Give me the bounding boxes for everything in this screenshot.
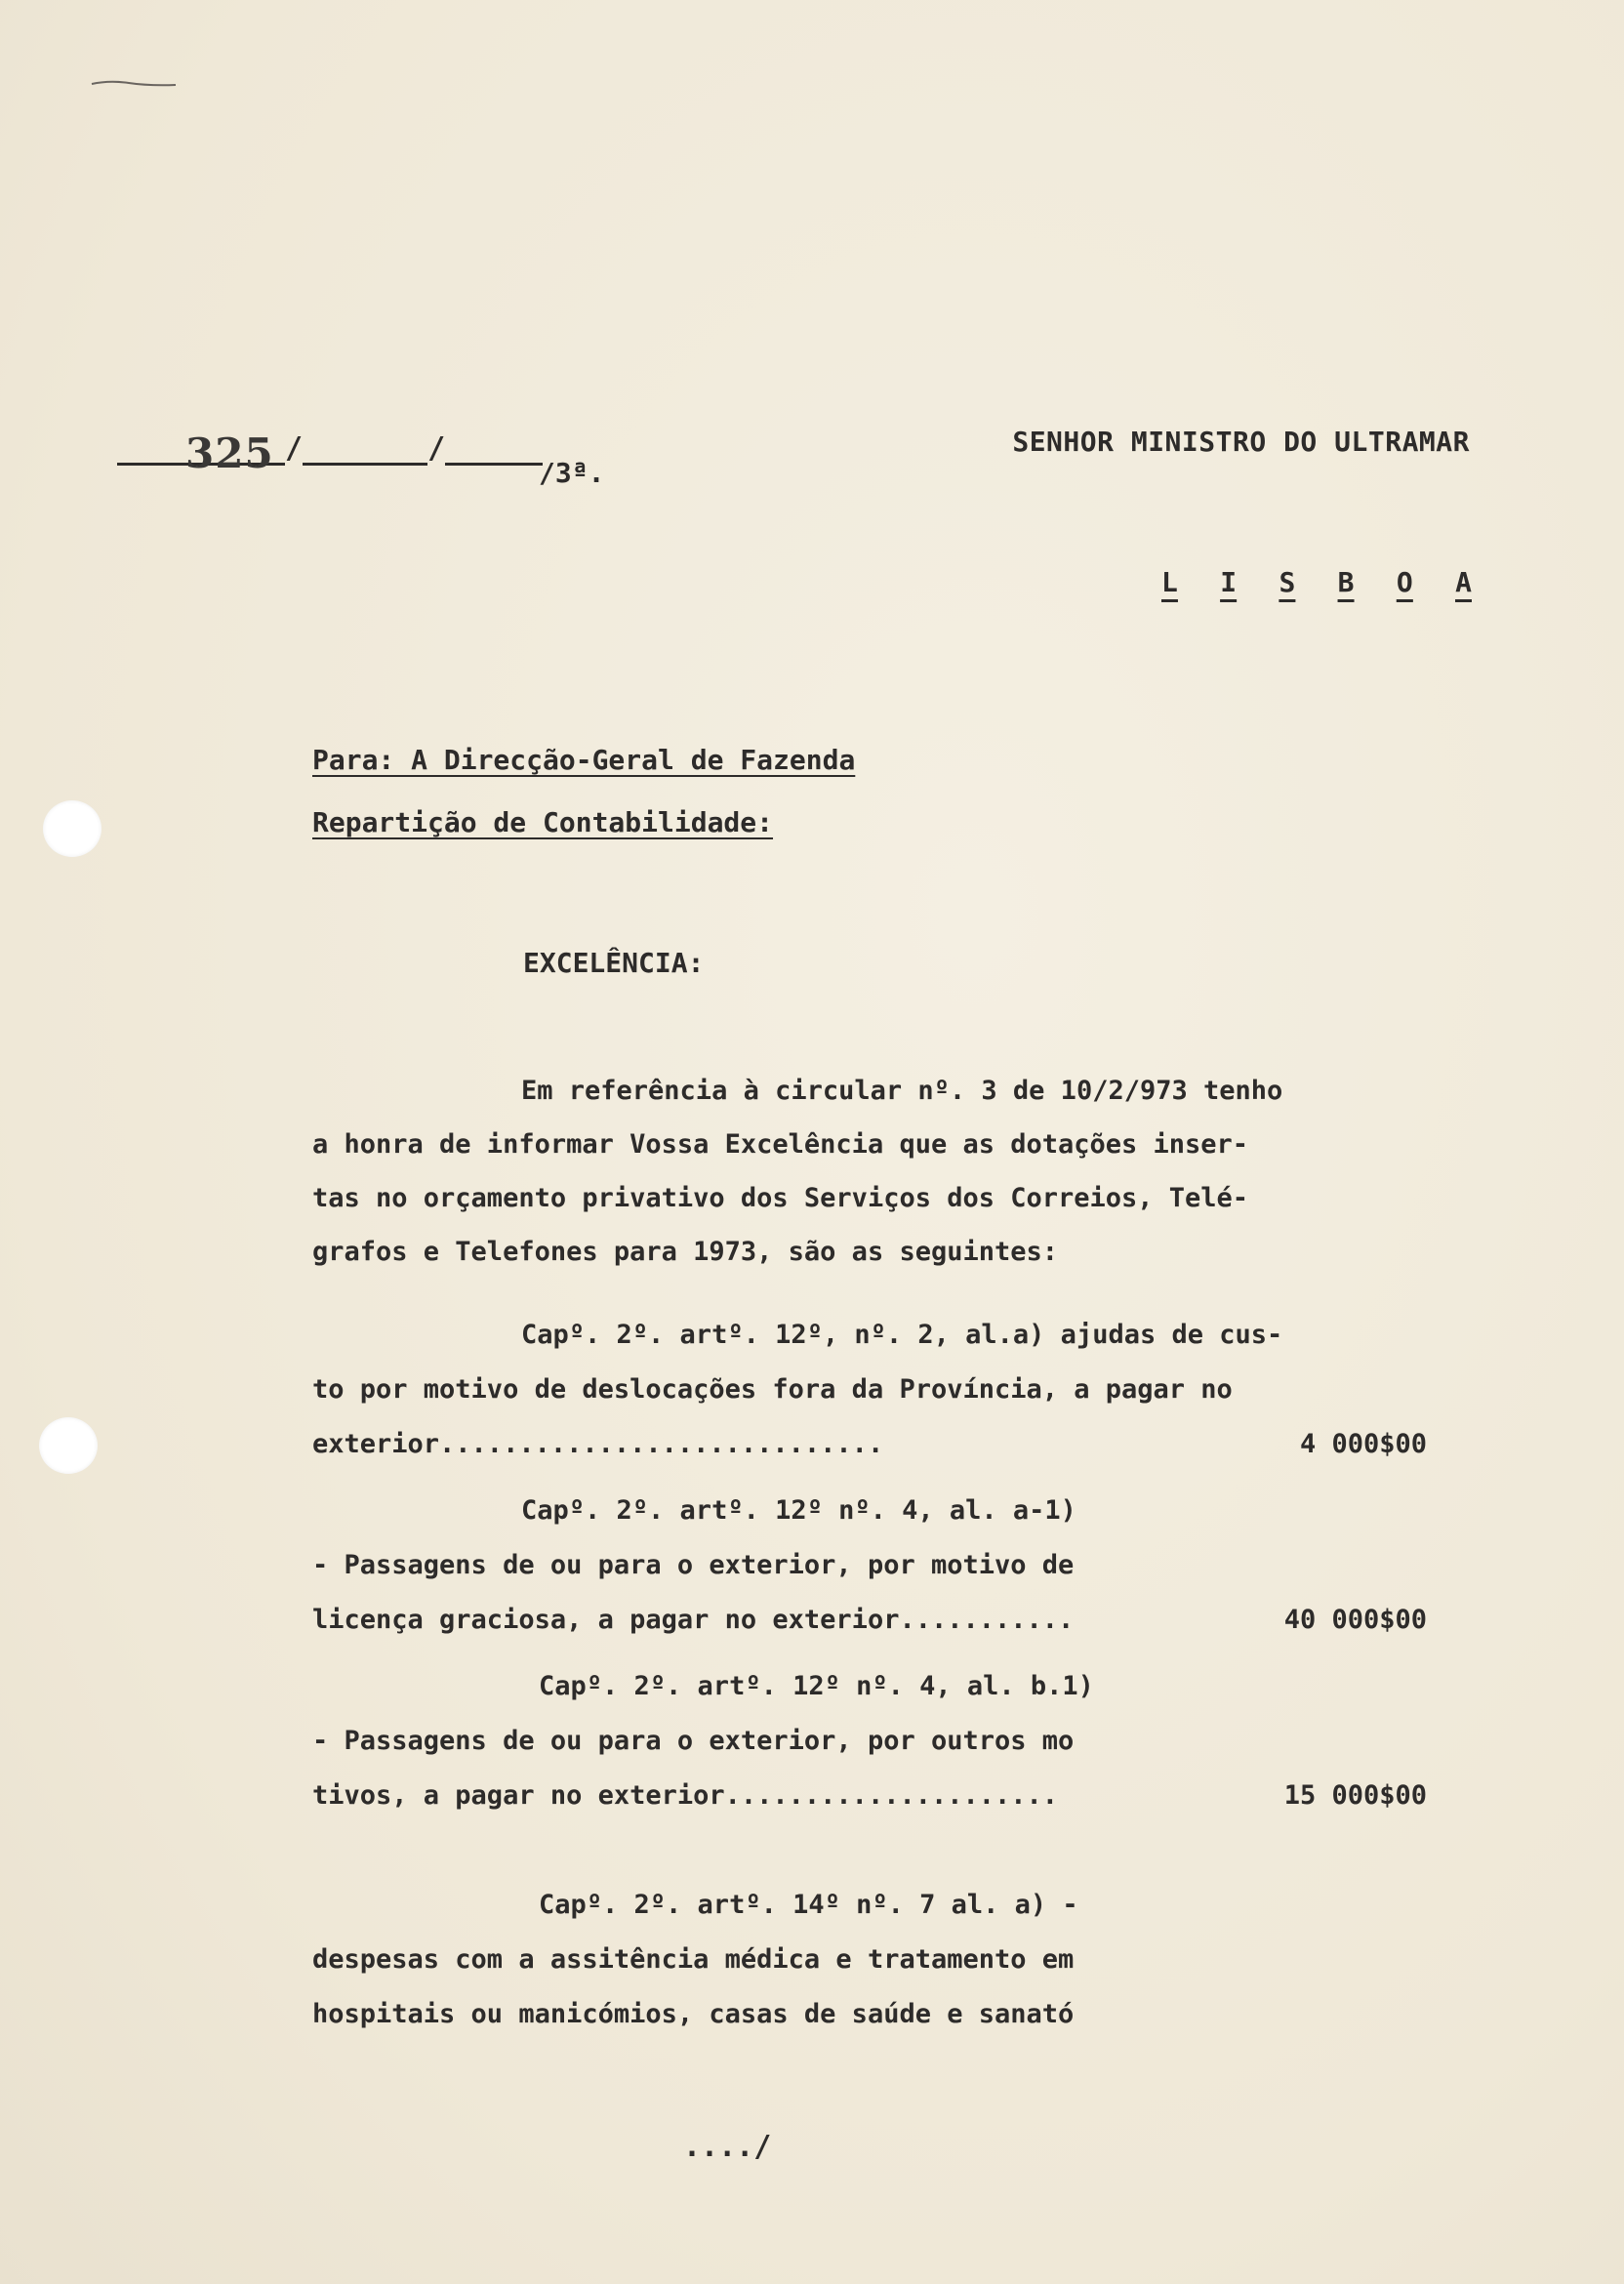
- reference-suffix: /3ª.: [539, 457, 605, 489]
- item-line: - Passagens de ou para o exterior, por outros mo: [312, 1726, 1075, 1756]
- item-line: Capº. 2º. artº. 14º nº. 7 al. a) -: [539, 1890, 1078, 1920]
- item-line: to por motivo de deslocações fora da Província, a pagar no: [312, 1374, 1233, 1405]
- reference-blank-3: [445, 429, 543, 466]
- reference-number: 325: [185, 429, 274, 477]
- item-line: Capº. 2º. artº. 12º nº. 4, al. b.1): [539, 1671, 1094, 1701]
- budget-item: [312, 1659, 1454, 1823]
- salutation: EXCELÊNCIA:: [523, 947, 705, 979]
- item-amount: 15 000$00: [1283, 1780, 1427, 1811]
- city-letter: B: [1337, 566, 1355, 598]
- item-line: despesas com a assitência médica e tratamento em: [312, 1944, 1075, 1975]
- punch-hole-bottom: [39, 1417, 98, 1474]
- paragraph-line: a honra de informar Vossa Excelência que as dotações inser-: [312, 1129, 1249, 1160]
- item-line: licença graciosa, a pagar no exterior........... 40 000$00: [312, 1593, 1454, 1648]
- item-line: tivos, a pagar no exterior..................... 15 000$00: [312, 1769, 1454, 1823]
- budget-item: [312, 1484, 1454, 1648]
- item-line: Capº. 2º. artº. 12º, nº. 2, al.a) ajudas de cus-: [521, 1320, 1283, 1350]
- item-line: Capº. 2º. artº. 12º nº. 4, al. a-1): [521, 1495, 1076, 1526]
- city: [1161, 566, 1472, 598]
- reference-line: / /: [117, 429, 543, 466]
- paragraph-line: grafos e Telefones para 1973, são as seguintes:: [312, 1237, 1059, 1267]
- city-letter: L: [1161, 566, 1178, 598]
- item-line: - Passagens de ou para o exterior, por motivo de: [312, 1550, 1075, 1580]
- paragraph-line: tas no orçamento privativo dos Serviços dos Correios, Telé-: [312, 1183, 1249, 1213]
- item-line: hospitais ou manicómios, casas de saúde e sanató: [312, 1999, 1075, 2029]
- paragraph-line: Em referência à circular nº. 3 de 10/2/973 tenho: [521, 1076, 1283, 1106]
- addressee: SENHOR MINISTRO DO ULTRAMAR: [1012, 426, 1470, 458]
- item-amount: 40 000$00: [1283, 1605, 1427, 1635]
- budget-item: [312, 1878, 1454, 2042]
- intro-paragraph: [312, 1064, 1454, 1279]
- city-letter: A: [1455, 566, 1472, 598]
- budget-item: [312, 1308, 1454, 1472]
- city-letter: I: [1220, 566, 1238, 598]
- recipient-line-1: Para: A Direcção-Geral de Fazenda: [312, 744, 856, 776]
- city-letter: O: [1396, 566, 1413, 598]
- item-amount: 4 000$00: [1299, 1429, 1427, 1459]
- reference-blank-2: [303, 429, 427, 466]
- continuation-mark: ..../: [683, 2130, 772, 2164]
- item-line: exterior............................ 4 000$00: [312, 1417, 1454, 1472]
- recipient-line-2: Repartição de Contabilidade:: [312, 806, 774, 838]
- pencil-mark: [90, 76, 178, 90]
- city-letter: S: [1279, 566, 1296, 598]
- punch-hole-top: [43, 800, 102, 857]
